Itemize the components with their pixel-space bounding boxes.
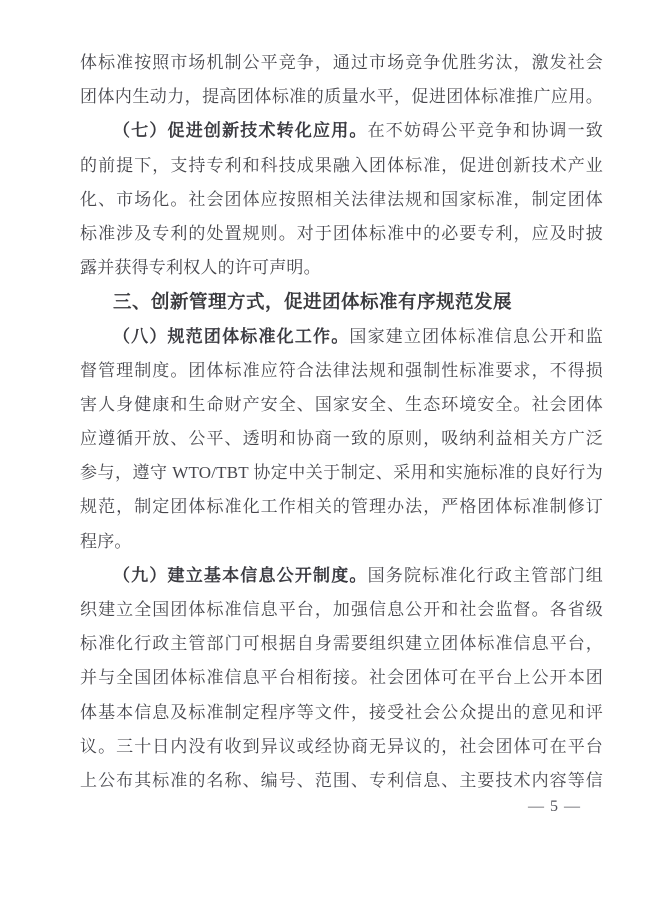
body-line (80, 149, 603, 183)
body-line (80, 525, 603, 559)
body-line (80, 696, 603, 730)
body-line (80, 183, 603, 217)
body-line-text: 参与，遵守 WTO/TBT 协定中关于制定、采用和实施标准的良好行为 (80, 463, 603, 483)
body-line (80, 354, 603, 388)
body-line (80, 559, 603, 593)
body-line (80, 490, 603, 524)
body-line-text: 露并获得专利权人的许可声明。 (80, 258, 321, 278)
body-line-text: 团体内生动力，提高团体标准的质量水平，促进团体标准推广应用。 (80, 87, 603, 107)
body-line-text: 程序。 (80, 531, 132, 551)
body-line-text: 上公布其标准的名称、编号、范围、专利信息、主要技术内容等信 (80, 770, 603, 790)
body-line-text: 化、市场化。社会团体应按照相关法律法规和国家标准，制定团体 (80, 189, 603, 209)
page-number: — 5 — (528, 798, 581, 815)
body-line (80, 46, 603, 80)
body-line (80, 251, 603, 285)
body-line (80, 661, 603, 695)
body-line (80, 422, 603, 456)
body-line-text: 国家建立团体标准信息公开和监 (349, 326, 603, 346)
body-line (80, 627, 603, 661)
body-line-text: 的前提下，支持专利和科技成果融入团体标准，促进创新技术产业 (80, 155, 603, 175)
body-line-text: 国务院标准化行政主管部门组 (367, 565, 603, 585)
body-line-text: 标准化行政主管部门可根据自身需要组织建立团体标准信息平台， (80, 634, 603, 654)
body-line-text: 体基本信息及标准制定程序等文件，接受社会公众提出的意见和评 (80, 702, 603, 722)
body-line-text: 应遵循开放、公平、透明和协商一致的原则，吸纳利益相关方广泛 (80, 429, 603, 449)
body-line-text: 议。三十日内没有收到异议或经协商无异议的，社会团体可在平台 (80, 736, 603, 756)
body-line (80, 730, 603, 764)
section-title-bold: （九）建立基本信息公开制度。 (113, 565, 368, 585)
body-line (80, 217, 603, 251)
body-line (80, 593, 603, 627)
body-line-text: 标准涉及专利的处置规则。对于团体标准中的必要专利，应及时披 (80, 223, 603, 243)
body-line-text: 在不妨碍公平竞争和协调一致 (367, 121, 603, 141)
body-line-text: 并与全国团体标准信息平台相衔接。社会团体可在平台上公开本团 (80, 668, 603, 688)
section-title-bold: （七）促进创新技术转化应用。 (113, 121, 368, 141)
body-line (80, 456, 603, 490)
body-line-text: 体标准按照市场机制公平竞争，通过市场竞争优胜劣汰，激发社会 (80, 53, 603, 72)
body-line (80, 764, 603, 798)
section-title-bold: （八）规范团体标准化工作。 (113, 326, 350, 346)
body-line (80, 388, 603, 422)
body-line-text: 规范，制定团体标准化工作相关的管理办法，严格团体标准制修订 (80, 497, 603, 517)
document-body (80, 46, 603, 798)
body-line (80, 114, 603, 148)
body-line (80, 320, 603, 354)
body-line (80, 80, 603, 114)
section-heading-text: 三、创新管理方式，促进团体标准有序规范发展 (113, 291, 513, 313)
body-line-text: 织建立全国团体标准信息平台，加强信息公开和社会监督。各省级 (80, 600, 603, 619)
section-heading (80, 285, 603, 319)
body-line-text: 督管理制度。团体标准应符合法律法规和强制性标准要求，不得损 (80, 360, 603, 380)
body-line-text: 害人身健康和生命财产安全、国家安全、生态环境安全。社会团体 (80, 394, 603, 414)
